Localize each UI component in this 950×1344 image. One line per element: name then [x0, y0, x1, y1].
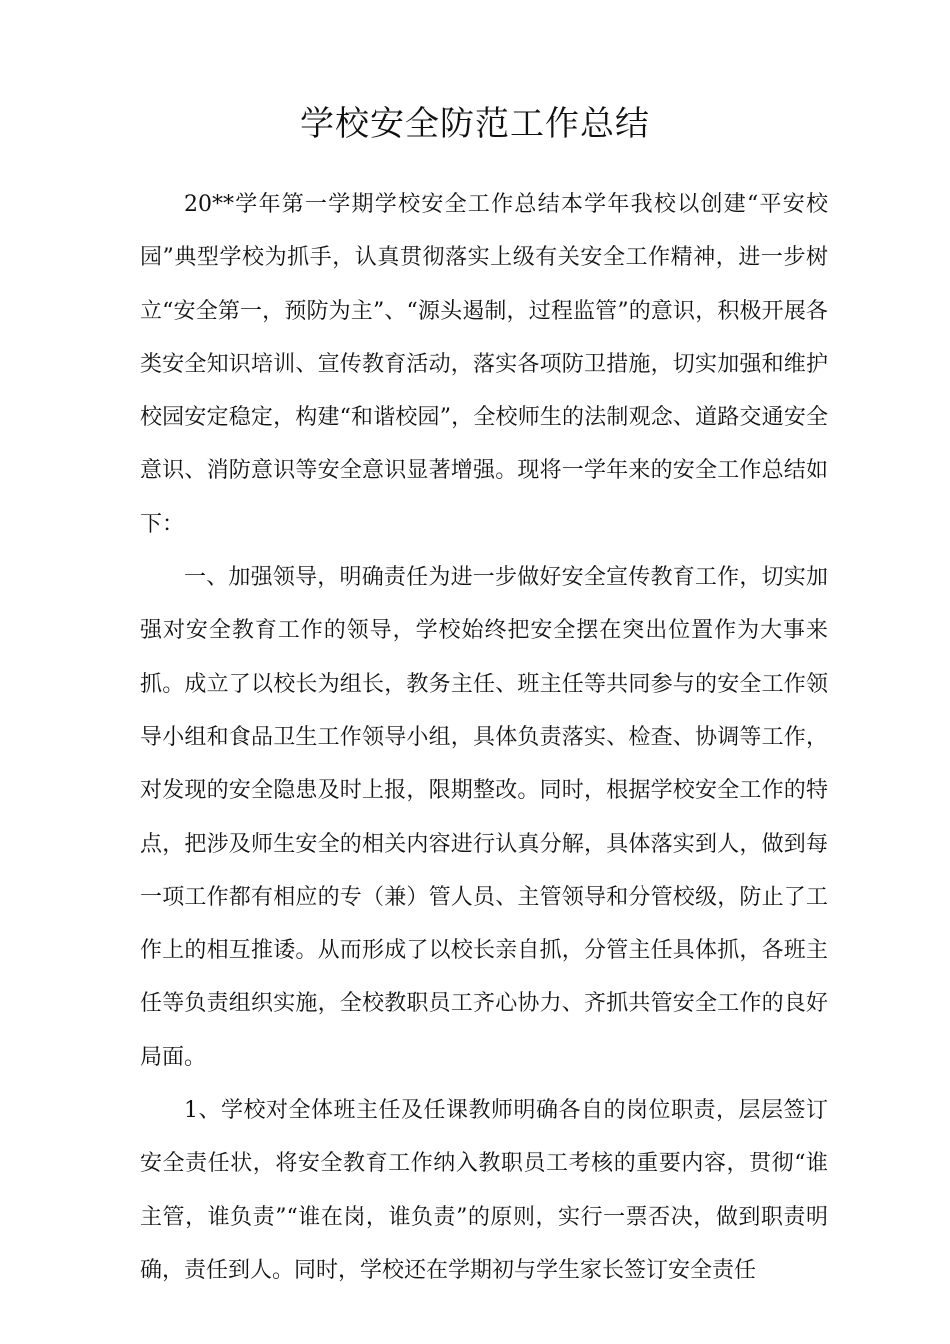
paragraph-section-1: 一、加强领导，明确责任为进一步做好安全宣传教育工作，切实加强对安全教育工作的领导，学校始终把安全摆在突出位置作为大事来抓。成立了以校长为组长，教务主任、班主任等共同参与的安全工作领导小组和食品卫生工作领导小组，具体负责落实、检查、协调等工作，对发现的安全隐患及时上报，限期整改。同时，根据学校安全工作的特点，把涉及师生安全的相关内容进行认真分解，具体落实到人，做到每一项工作都有相应的专（兼）管人员、主管领导和分管校级，防止了工作上的相互推诿。从而形成了以校长亲自抓，分管主任具体抓，各班主任等负责组织实施，全校教职员工齐心协力、齐抓共管安全工作的良好局面。	[140, 565, 828, 1070]
paragraph-intro: 20**学年第一学期学校安全工作总结本学年我校以创建“平安校园”典型学校为抓手，认真贯彻落实上级有关安全工作精神，进一步树立“安全第一，预防为主”、“源头遏制，过程监管”的意识，积极开展各类安全知识培训、宣传教育活动，落实各项防卫措施，切实加强和维护校园安定稳定，构建“和谐校园”，全校师生的法制观念、道路交通安全意识、消防意识等安全意识显著增强。现将一学年来的安全工作总结如下：	[140, 192, 828, 537]
document-body	[140, 178, 828, 1297]
paragraph-item-1: 1、学校对全体班主任及任课教师明确各自的岗位职责，层层签订安全责任状，将安全教育工作纳入教职员工考核的重要内容，贯彻“谁主管，谁负责”“谁在岗，谁负责”的原则，实行一票否决，做到职责明确，责任到人。同时，学校还在学期初与学生家长签订安全责任	[140, 1098, 828, 1283]
document-title: 学校安全防范工作总结	[300, 104, 650, 144]
